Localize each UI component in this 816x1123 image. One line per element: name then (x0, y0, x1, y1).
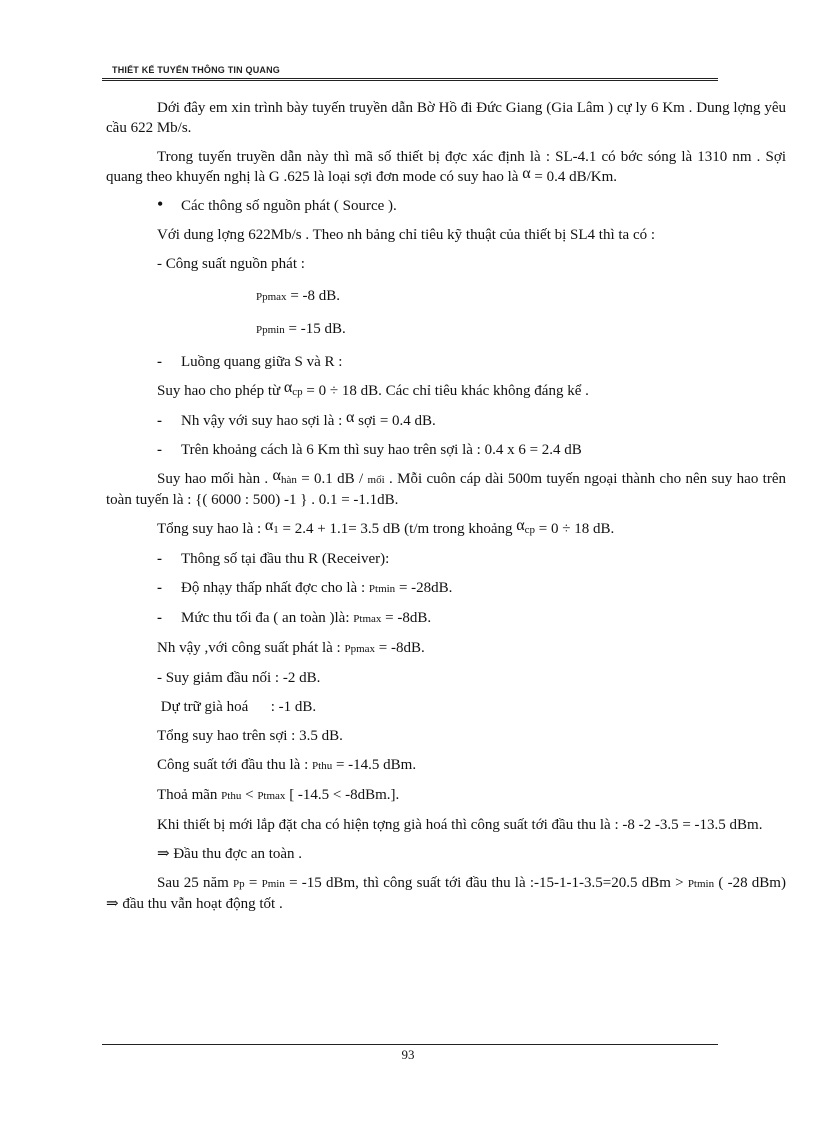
paragraph-connector-loss: - Suy giảm đầu nối : -2 dB. (157, 670, 321, 686)
dash-item-receiver-params: - Thông số tại đầu thu R (Receiver): (157, 551, 390, 567)
page-body (106, 98, 786, 923)
arrow-right-icon: ⇒ (157, 846, 170, 862)
paragraph-new-install: Khi thiết bị mới lắp đặt cha có hiện tợng già hoá thì công suất tới đầu thu là : -8 -2 -3.5 = -13.5 dBm. (157, 817, 763, 833)
formula-ppmax: Ppmax = -8 dB. (256, 288, 341, 304)
paragraph-total-loss: Tổng suy hao là : α1 = 2.4 + 1.1= 3.5 dB (t/m trong khoảng αcp = 0 ÷ 18 dB. (157, 517, 615, 537)
page-header (102, 64, 718, 81)
dash-icon: - (157, 551, 162, 567)
dash-icon: - (157, 413, 162, 429)
page-number: 93 (401, 1047, 415, 1062)
paragraph-allowed-loss: Suy hao cho phép từ αcp = 0 ÷ 18 dB. Các chỉ tiêu khác không đáng kể . (157, 379, 589, 399)
formula-ppmin: Ppmin = -15 dB. (256, 321, 346, 337)
dash-item-sensitivity: - Độ nhạy thấp nhất đợc cho là : Ptmin = -28dB. (157, 580, 453, 596)
paragraph-after-25-years: Sau 25 năm Pp = Pmin = -15 dBm, thì công suất tới đầu thu là :-15-1-1-3.5=20.5 dBm > Ptmin ( -28 dBm) ⇒ đầu thu vẫn hoạt động tốt . (106, 875, 786, 912)
paragraph-route: Dới đây em xin trình bày tuyến truyền dẫn Bờ Hồ đi Đức Giang (Gia Lâm ) cự ly 6 Km . Dung lợng yêu cầu 622 Mb/s. (106, 100, 786, 136)
bullet-icon: • (157, 194, 164, 214)
dash-icon: - (157, 442, 162, 458)
paragraph-equipment: Trong tuyến truyền dẫn này thì mã số thiết bị đợc xác định là : SL-4.1 có bớc sóng là 1310 nm . Sợi quang theo khuyến nghị là G .625 là loại sợi đơn mode có suy hao là α = 0.4 dB/Km. (106, 149, 786, 185)
paragraph-condition: Thoả mãn Pthu < Ptmax [ -14.5 < -8dBm.]. (157, 787, 400, 803)
bullet-source-params: • Các thông số nguồn phát ( Source ). (157, 194, 397, 214)
header-title: THIẾT KẾ TUYẾN THÔNG TIN QUANG (112, 65, 280, 75)
paragraph-aging-margin: Dự trữ già hoá : -1 dB. (157, 699, 317, 715)
dash-icon: - (157, 580, 162, 596)
dash-icon: - (157, 610, 162, 626)
paragraph-fiber-total: Tổng suy hao trên sợi : 3.5 dB. (157, 728, 343, 744)
paragraph-capacity: Với dung lợng 622Mb/s . Theo nh bảng chỉ tiêu kỹ thuật của thiết bị SL4 thì ta có : (157, 227, 656, 243)
paragraph-transmit-power: Nh vậy ,với công suất phát là : Ppmax = -8dB. (157, 640, 425, 656)
paragraph-splice-loss: Suy hao mối hàn . αhàn = 0.1 dB / mối . Mỗi cuôn cáp dài 500m tuyến ngoại thành cho nên suy hao trên toàn tuyến là : {( 6000 : 500) -1 } . 0.1 = -1.1dB. (106, 467, 786, 508)
arrow-right-icon: ⇒ (106, 896, 119, 912)
dash-item-optical-path: - Luồng quang giữa S và R : (157, 354, 343, 370)
dash-item-fiber-loss: - Nh vậy với suy hao sợi là : α sợi = 0.4 dB. (157, 409, 436, 429)
dash-item-distance-loss: - Trên khoảng cách là 6 Km thì suy hao trên sợi là : 0.4 x 6 = 2.4 dB (157, 442, 582, 458)
paragraph-source-power: - Công suất nguồn phát : (157, 256, 305, 272)
dash-icon: - (157, 354, 162, 370)
paragraph-safe-receiver: ⇒ Đầu thu đợc an toàn . (157, 846, 303, 862)
footer-rule (102, 1044, 718, 1045)
paragraph-received-power: Công suất tới đầu thu là : Pthu = -14.5 dBm. (157, 757, 417, 773)
dash-item-max-receive: - Mức thu tối đa ( an toàn )là: Ptmax = -8dB. (157, 610, 432, 626)
alpha-symbol: α (522, 165, 531, 182)
